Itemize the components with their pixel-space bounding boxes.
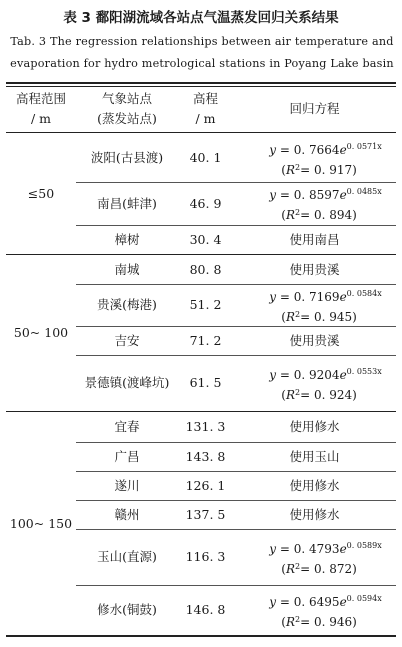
equation-use-cell: 使用修水: [289, 477, 340, 493]
elevation-cell: 30. 4: [189, 231, 222, 247]
eq-exponent: 0. 0553x: [346, 366, 382, 376]
equation-block: [247, 183, 381, 224]
header-elevation-line: / m: [195, 111, 216, 126]
eq-equals: =: [276, 594, 294, 609]
eq-coefficient: 0. 7169: [293, 289, 340, 304]
elevation-cell: 146. 8: [185, 602, 226, 617]
eq-equals: =: [300, 162, 314, 177]
eq-r-squared: 2: [295, 208, 301, 217]
eq-coefficient: 0. 6495: [293, 594, 340, 609]
equation-use-cell: 使用玉山: [289, 448, 340, 464]
eq-r2-value: 0. 924: [313, 387, 353, 402]
equation-block: [247, 590, 381, 631]
eq-paren: (: [281, 208, 286, 222]
eq-equals: =: [276, 541, 294, 556]
eq-equals: =: [300, 387, 314, 402]
header-elev-range-line: / m: [30, 111, 52, 126]
table-subtitle-en-line2: evaporation for hydro metrological stations in Poyang Lake basin: [10, 57, 394, 70]
equation-cell: [233, 134, 396, 182]
equation-cell: [233, 355, 396, 411]
eq-r2-value: 0. 945: [313, 309, 353, 324]
eq-base-e: e: [339, 289, 347, 304]
header-elev-range-line: 高程范围: [15, 91, 66, 106]
elev-range-cell: 50~ 100: [13, 325, 69, 340]
eq-exponent: 0. 0485x: [346, 187, 382, 196]
table-title: 表 3 鄱阳湖流域各站点气温蒸发回归关系结果: [63, 10, 339, 26]
eq-coefficient: 0. 4793: [293, 541, 340, 556]
eq-equals: =: [300, 208, 314, 222]
header-station: [76, 88, 178, 130]
eq-var-y: y: [269, 594, 277, 609]
equation-block: [247, 537, 381, 578]
station-cell: 遂川: [114, 477, 140, 493]
eq-paren: ): [352, 162, 357, 177]
equation-formula: [247, 183, 381, 204]
elevation-cell: 131. 3: [185, 419, 226, 434]
table-top-rule-inner: [6, 86, 396, 87]
equation-formula: [247, 138, 381, 159]
station-cell: 修水(铜鼓): [97, 602, 157, 617]
eq-var-y: y: [269, 541, 277, 556]
eq-r: R: [285, 162, 296, 177]
eq-var-y: y: [269, 188, 277, 202]
eq-paren: ): [352, 387, 357, 402]
eq-exponent: 0. 0571x: [346, 141, 382, 151]
elev-range-cell: ≤50: [27, 186, 55, 201]
eq-r-squared: 2: [295, 561, 301, 571]
table-bottom-rule: [6, 635, 396, 637]
eq-base-e: e: [339, 188, 347, 202]
eq-r2-value: 0. 894: [313, 208, 353, 222]
eq-r-squared: 2: [295, 614, 301, 624]
elevation-cell: 126. 1: [185, 477, 226, 493]
station-cell: 赣州: [114, 506, 140, 522]
elevation-cell: 46. 9: [189, 195, 222, 211]
eq-equals: =: [300, 614, 314, 629]
equation-formula: [247, 285, 381, 306]
equation-r2: [247, 611, 381, 631]
header-elevation-line: 高程: [192, 91, 218, 106]
elevation-cell: 137. 5: [185, 506, 226, 522]
eq-r: R: [285, 309, 296, 324]
eq-var-y: y: [269, 142, 277, 157]
equation-cell: [233, 182, 396, 225]
equation-r2: [247, 558, 381, 578]
elevation-cell: 80. 8: [189, 261, 222, 277]
eq-r: R: [285, 208, 296, 222]
equation-block: [247, 363, 381, 404]
eq-exponent: 0. 0594x: [346, 593, 382, 603]
equation-block: [247, 138, 381, 179]
eq-equals: =: [300, 561, 314, 576]
header-station-line: 气象站点: [101, 91, 152, 106]
eq-paren: (: [281, 162, 286, 177]
equation-r2: [247, 204, 381, 224]
eq-r: R: [285, 614, 296, 629]
equation-r2: [247, 306, 381, 326]
eq-coefficient: 0. 9204: [293, 367, 340, 382]
station-cell: 贵溪(梅港): [97, 297, 157, 312]
elevation-cell: 61. 5: [189, 375, 222, 390]
station-cell: 南昌(蚌津): [97, 195, 157, 211]
table-top-rule: [6, 82, 396, 84]
eq-equals: =: [276, 289, 294, 304]
eq-coefficient: 0. 7664: [293, 142, 340, 157]
eq-r2-value: 0. 917: [313, 162, 353, 177]
equation-r2: [247, 384, 381, 404]
eq-paren: (: [281, 614, 286, 629]
station-cell: 玉山(直源): [97, 549, 157, 564]
eq-paren: ): [352, 614, 357, 629]
eq-paren: (: [281, 561, 286, 576]
header-rule: [6, 132, 396, 133]
eq-paren: (: [281, 309, 286, 324]
elevation-cell: 51. 2: [189, 297, 222, 312]
equation-cell: [233, 284, 396, 326]
eq-equals: =: [276, 188, 294, 202]
elevation-cell: 40. 1: [189, 150, 222, 165]
eq-equals: =: [276, 142, 294, 157]
eq-r-squared: 2: [295, 162, 301, 172]
station-cell: 南城: [114, 261, 140, 277]
equation-use-cell: 使用贵溪: [289, 332, 340, 348]
equation-block: [247, 285, 381, 326]
equation-use-cell: 使用南昌: [289, 231, 340, 247]
station-cell: 波阳(古县渡): [90, 150, 164, 165]
station-cell: 广昌: [114, 448, 140, 464]
eq-coefficient: 0. 8597: [293, 188, 340, 202]
equation-r2: [247, 159, 381, 179]
eq-exponent: 0. 0589x: [346, 540, 382, 550]
eq-base-e: e: [339, 142, 347, 157]
equation-formula: [247, 537, 381, 558]
eq-var-y: y: [269, 289, 277, 304]
station-cell: 吉安: [114, 332, 140, 348]
eq-equals: =: [276, 367, 294, 382]
eq-paren: ): [352, 561, 357, 576]
equation-use-cell: 使用修水: [289, 506, 340, 522]
eq-r-squared: 2: [295, 309, 301, 319]
eq-paren: (: [281, 387, 286, 402]
station-cell: 宜春: [114, 419, 140, 434]
table-subtitle-en-line1: Tab. 3 The regression relationships between air temperature and: [10, 35, 394, 48]
eq-r2-value: 0. 872: [313, 561, 353, 576]
elevation-cell: 71. 2: [189, 332, 222, 348]
eq-r: R: [285, 561, 296, 576]
eq-var-y: y: [269, 367, 277, 382]
equation-formula: [247, 363, 381, 384]
eq-base-e: e: [339, 541, 347, 556]
equation-use-cell: 使用贵溪: [289, 261, 340, 277]
eq-r-squared: 2: [295, 387, 301, 397]
eq-exponent: 0. 0584x: [346, 288, 382, 298]
eq-paren: ): [352, 208, 357, 222]
elev-range-cell: 100~ 150: [9, 515, 73, 531]
eq-r2-value: 0. 946: [313, 614, 353, 629]
elevation-cell: 143. 8: [185, 448, 226, 464]
eq-r: R: [285, 387, 296, 402]
elevation-cell: 116. 3: [185, 549, 226, 564]
eq-equals: =: [300, 309, 314, 324]
station-cell: 景德镇(渡峰坑): [84, 375, 170, 390]
eq-paren: ): [352, 309, 357, 324]
header-equation: [233, 88, 396, 130]
header-equation-label: 回归方程: [289, 101, 340, 116]
header-elev-range: [6, 88, 76, 130]
equation-cell: [233, 585, 396, 635]
header-elevation: [178, 88, 233, 130]
station-cell: 樟树: [114, 231, 140, 247]
equation-use-cell: 使用修水: [289, 419, 340, 434]
eq-base-e: e: [339, 594, 347, 609]
header-station-line: (蒸发站点): [97, 111, 157, 126]
equation-cell: [233, 529, 396, 585]
equation-formula: [247, 590, 381, 611]
eq-base-e: e: [339, 367, 347, 382]
